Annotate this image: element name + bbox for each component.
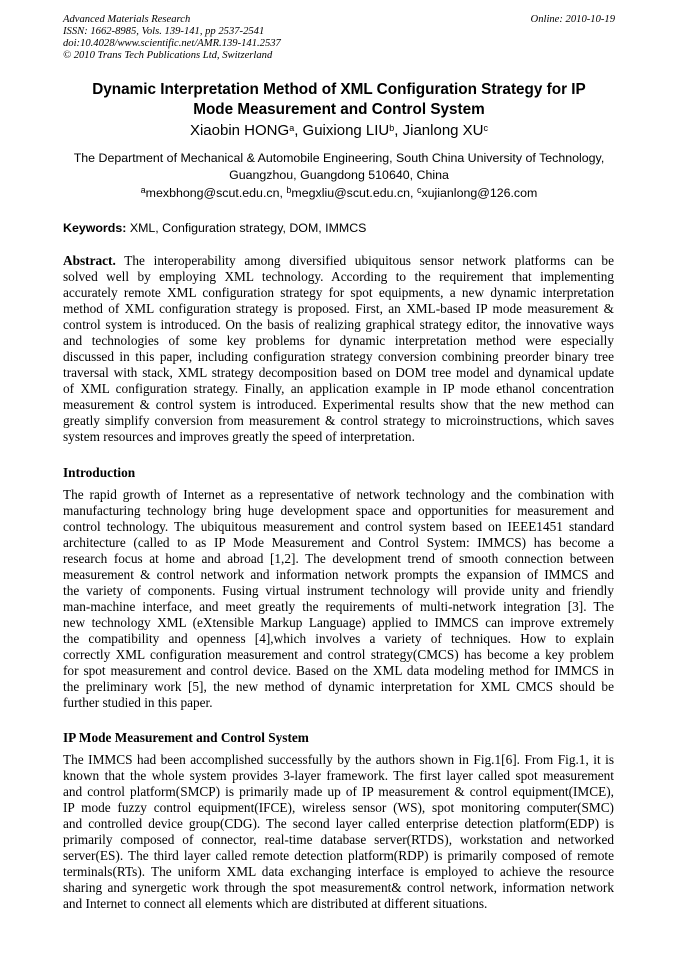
text-line-content: correctly XML configuration measurement and control strategy(CMCS) has become a key problem	[63, 647, 614, 662]
text-line-content: for spot measurement and control device. Based on the XML data modeling method for IMMCS in	[63, 663, 614, 678]
author-mark: b	[389, 123, 395, 133]
text-line-content: new technology XML (eXtensible Markup Language) applied to IMMCS can improve extremely	[63, 615, 614, 630]
text-line-content: further studied in this paper.	[63, 695, 213, 710]
section-heading-introduction: Introduction	[63, 465, 136, 480]
text-line	[63, 599, 614, 615]
text-line	[63, 535, 614, 551]
text-line-content: and Internet to connect all elements which are distributed at different situations.	[63, 896, 488, 911]
text-line-content: man-machine interface, and meet greatly the requirements of multi-network integration [3]. The	[63, 599, 614, 614]
keywords-label: Keywords:	[63, 221, 127, 235]
author-name: Guixiong LIU	[302, 122, 390, 139]
text-line-content: greatly simplify conversion from measurement & control strategy to microinstructions, which saves	[63, 413, 614, 428]
text-line-content: method of XML configuration strategy is proposed. First, an XML-based IP mode measurement &	[63, 301, 614, 316]
text-line-content: traversal with stack, XML strategy decomposition based on DOM tree model and dynamical update	[63, 365, 614, 380]
text-line	[63, 503, 614, 519]
online-date: Online: 2010-10-19	[530, 14, 615, 25]
copyright: © 2010 Trans Tech Publications Ltd, Switzerland	[63, 50, 273, 61]
abstract	[63, 253, 614, 445]
text-line	[63, 647, 614, 663]
author-mark: c	[483, 123, 489, 133]
email-mark: b	[286, 185, 292, 195]
text-line-content: server(ES). The third layer called remote detection platform(RDP) is primarily composed of remote	[63, 848, 614, 863]
emails: $^a$mexbhong@scut.edu.cn, $^b$megxliu@scut.edu.cn, $^c$xujianlong@126.com	[140, 185, 538, 200]
text-line	[63, 864, 614, 880]
text-line	[63, 663, 614, 679]
text-line	[63, 253, 614, 269]
ip-section-body	[63, 752, 614, 912]
text-line-content: The interoperability among diversified ubiquitous sensor network platforms can be	[124, 253, 614, 268]
text-line	[63, 381, 614, 397]
author-mark: a	[289, 123, 295, 133]
text-line-content: accurately remote XML configuration strategy for spot equipments, a new dynamic interpretation	[63, 285, 614, 300]
text-line	[63, 413, 614, 429]
text-line	[63, 816, 614, 832]
section-heading-ip-mode: IP Mode Measurement and Control System	[63, 730, 309, 745]
text-line-content: the variety of components. Fusing virtual instrument technology will provide unity and friendly	[63, 583, 614, 598]
text-line	[63, 631, 614, 647]
journal-info	[63, 14, 281, 62]
email: mexbhong@scut.edu.cn	[145, 186, 280, 200]
text-line	[63, 880, 614, 896]
text-line	[63, 752, 614, 768]
text-line	[63, 848, 614, 864]
keywords	[63, 220, 366, 236]
text-line	[63, 567, 614, 583]
affiliation-line: The Department of Mechanical & Automobile Engineering, South China University of Technology,	[73, 151, 605, 165]
text-line	[63, 832, 614, 848]
text-line-content: The rapid growth of Internet as a representative of network technology and the combination with	[63, 487, 614, 502]
text-line	[63, 583, 614, 599]
text-line	[63, 397, 614, 413]
text-line-content: control technology. The ubiquitous measurement and control system based on IEEE1451 standard	[63, 519, 614, 534]
text-line-content: control system is introduced. On the basis of realizing graphical strategy editor, the innovative ways	[63, 317, 614, 332]
affiliation-line: Guangzhou, Guangdong 510640, China	[229, 168, 449, 182]
text-line	[63, 349, 614, 365]
email: megxliu@scut.edu.cn	[291, 186, 411, 200]
text-line-content: and control platform(SMCP) is primarily made up of IP measurement & control equipment(IMCE),	[63, 784, 614, 799]
email-mark: a	[140, 185, 146, 195]
text-line-content: the compatibility and openness [4],which involves a variety of techniques. How to explain	[63, 631, 614, 646]
text-line-content: measurement & control network and information network prompts the expansion of IMMCS and	[63, 567, 614, 582]
abstract-label: Abstract.	[63, 253, 116, 268]
text-line	[63, 301, 614, 317]
text-line-content: IP mode fuzzy control equipment(IFCE), wireless sensor (WS), spot monitoring computer(SMC)	[63, 800, 614, 815]
text-line	[63, 333, 614, 349]
issn: ISSN: 1662-8985, Vols. 139-141, pp 2537-2541	[63, 26, 265, 37]
text-line-content: The IMMCS had been accomplished successfully by the authors shown in Fig.1[6]. From Fig.1, it is	[63, 752, 614, 767]
text-line	[63, 487, 614, 503]
text-line-content: sharing and synergetic work through the spot measurement& control network, information network	[63, 880, 614, 895]
text-line	[63, 365, 614, 381]
text-line	[63, 784, 614, 800]
journal-name: Advanced Materials Research	[63, 14, 191, 25]
text-line	[63, 519, 614, 535]
paper-title	[40, 80, 638, 120]
text-line	[63, 551, 614, 567]
keywords-text: XML, Configuration strategy, DOM, IMMCS	[129, 221, 367, 235]
doi: doi:10.4028/www.scientific.net/AMR.139-141.2537	[63, 38, 281, 49]
text-line-content: the preliminary work [5], the new method of dynamic interpretation for XML CMCS should be	[63, 679, 614, 694]
text-line	[63, 615, 614, 631]
text-line-content: of XML configuration strategy. Finally, an application example in IP mode ethanol concentration	[63, 381, 614, 396]
email: xujianlong@126.com	[421, 186, 538, 200]
text-line	[63, 695, 614, 711]
text-line	[63, 269, 614, 285]
author-name: Jianlong XU	[402, 122, 484, 139]
authors: Xiaobin HONG$^a$, Guixiong LIU$^b$, Jianlong $XU^c$	[189, 122, 489, 139]
title-line: Mode Measurement and Control System	[193, 101, 485, 118]
text-line	[63, 429, 614, 445]
text-line-content: manufacturing technology bring huge development space and opportunities for measurement and	[63, 503, 614, 518]
text-line-content: system resources and improves greatly the speed of interpretation.	[63, 429, 415, 444]
text-line	[63, 896, 614, 912]
affiliation	[20, 150, 658, 184]
text-line	[63, 768, 614, 784]
text-line-content: research focus at home and abroad [1,2]. The development trend of smooth connection between	[63, 551, 614, 566]
title-line: Dynamic Interpretation Method of XML Configuration Strategy for IP	[92, 81, 586, 98]
text-line	[63, 285, 614, 301]
text-line-content: discussed in this paper, including configuration strategy conversion combining preorder binary tree	[63, 349, 614, 364]
text-line-content: known that the whole system provides 3-layer framework. The first layer called spot measurement	[63, 768, 614, 783]
text-line	[63, 800, 614, 816]
text-line-content: terminals(RTs). The uniform XML data exchanging interface is employed to achieve the resource	[63, 864, 614, 879]
introduction-body	[63, 487, 614, 711]
text-line-content: primarily composed of connector, real-time database server(RTDS), workstation and networked	[63, 832, 614, 847]
email-mark: c	[416, 185, 422, 195]
text-line-content: solved well by employing XML technology. According to the requirement that implementing	[63, 269, 614, 284]
text-line-content: and controlled device group(CDG). The second layer called enterprise detection platform(EDP) is	[63, 816, 614, 831]
text-line-content: architecture (called to as IP Mode Measurement and Control System: IMMCS) has become a	[63, 535, 614, 550]
text-line	[63, 317, 614, 333]
author-name: Xiaobin HONG	[189, 122, 290, 139]
text-line-content: and technologies of some key problems for dynamic interpretation method were especially	[63, 333, 614, 348]
text-line	[63, 679, 614, 695]
text-line-content: measurement & control system is introduced. Experimental results show that the new method can	[63, 397, 614, 412]
